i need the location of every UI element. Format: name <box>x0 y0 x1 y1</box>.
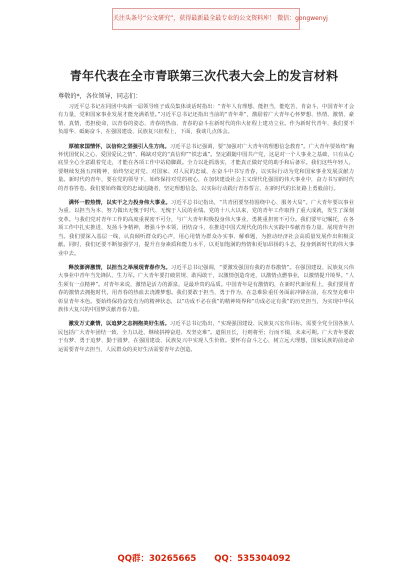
paragraph-lead: 厚植家国情怀，以信仰之坚强引人生方向。 <box>68 143 170 150</box>
paragraph-lead: 激发万丈豪情，以追梦之志拥抱美好生活。 <box>68 321 170 328</box>
footer-qq-group: QQ群：30265665 <box>117 554 197 564</box>
paragraph-lead: 满怀一腔热情，以实干之力投身伟大事业。 <box>68 200 171 207</box>
document-body <box>58 92 354 360</box>
paragraph-section-4 <box>58 320 354 354</box>
paragraph-section-2 <box>58 199 354 258</box>
page-title: 青年代表在全市青联第三次代表大会上的发言材料 <box>69 69 339 83</box>
salutation: 尊敬的*，各位领导，同志们： <box>58 93 142 100</box>
paragraph-text: 习近平总书记指出，“实现强国建设、民族复兴宏伟目标，需要全党全国各族人民包括广大青年团结一致、全力以赴，继续拼搏奋进、攻坚克难”。道阻且长，行则将至；行而不辍，未来可期。广大青年要敢于有梦、勇于追梦、勤于圆梦，在强国建设、民族复兴中实现人生价值。要怀有奋斗之心，树立远大理想，国家民族的前途命运需要青年去担当，人民群众的美好生活需要青年去创造。 <box>58 321 354 353</box>
paragraph-text: 习近平总书记在同团中央新一届领导班子成员集体谈话时指出：“青年人有理想、能担当，能吃苦，肯奋斗，中国青年才会有力量，党和国家事业发展才能充满希望。”习近平总书记还指出当前的“青年辈”，激励着广大青年心怀梦想、热情、激情、豪情、真情，勇担使命，以青春的姿态、青春的热血、青春的奋斗在新时代的伟大征程上建功立业。作为新时代青年，我们要不负韶华、砥砺奋斗，在强国建设、民族复兴征程上，下面，我谈几点体会。 <box>58 104 354 136</box>
header-banner: 关注头条号“公文研究”，获得最新最全最专业的公文资料库！ 微信：gongwenyj <box>112 8 300 30</box>
paragraph-section-3 <box>58 264 354 314</box>
paragraph-section-1 <box>58 143 354 193</box>
paragraph-text: 习近平总书记指出，“共青团要坚持围绕中心、服务大局”。广大青年要以事业为重、以担当为本，努力做出无愧于时代、无愧于人民的业绩。党的十八大以来，党的青年工作取得了重大成就，发生了深刻变革。与我们党对青年工作的高度重视密不可分，与广大青年积极投身伟大事业、勇挑重担密不可分。我们要牢记嘱托，在各项工作中扎实推进，发扬斗争精神，增强斗争本领，团结奋斗，在推进中国式现代化的伟大实践中奉献青春力量、展现青年担当。我们要深入基层一线，认真倾听群众的心声，用心用情为群众办实事、解难题，为推动经济社会高质量发展作出积极贡献。同时，我们还要不断加强学习，提升自身素质和能力水平，以更加饱满的热情和更加昂扬的斗志，投身到新时代的伟大事业中去。 <box>58 200 354 257</box>
footer-contact <box>0 552 408 564</box>
footer-qq-number: QQ：535304092 <box>214 554 291 564</box>
paragraph-text: 习近平总书记强调，要“加强对广大青年的理想信念教育”。广大青年要始终“胸怀忧国忧民之心、爱国爱民之情”，稀缺对党的“真信仰”“铁忠诚”。坚定跟随中国共产党，这是对一个人事业之基础，只有从心底里全心全意跟着党走，才能在各项工作中站稳脚跟。全力以赴抓落实，才能真正做好党的助手和后备军。我们这些年轻人，要继续发扬五四精神，始终坚定对党、对国家、对人民的忠诚，在奋斗中书写青春，以实际行动为党和国家事业发展贡献力量。新时代的青年，要在党的领导下，始终保持对党的初心，在加快建设社会主义现代化强国的伟大事业中，奋力书写新时代的青春答卷。我们要始终做党的忠诚追随者，坚定理想信念，以实际行动践行青春誓言，在新时代的长征路上勇毅前行。 <box>58 143 354 192</box>
paragraph-lead: 释放澎湃激情，以担当之举展现青春作为。 <box>68 264 171 271</box>
paragraph-text: 习近平总书记强调，“要激发强国有我的青春激情”。在强国建设、民族复兴伟大事业中青年当先锋队、生力军。广大青年要打破常规、敢闯敢干，以激情创造奇迹，以激情点燃事业，以激情提升境界。“人生须有一点精神”。对青年来说，激情是活力的源泉，是最珍贵的品质。中国青年是有激情的，在新时代新征程上，我们要用青春的激情去拥抱时代，用青春的热血去浇灌梦想。我们要敢于担当、勇于作为，在急难险重任务面前冲锋在前，在攻坚克难中彰显青年本色。要始终保持奋发有为的精神状态，以“功成不必在我”的精神境界和“功成必定有我”的历史担当，为实现中华民族伟大复兴的中国梦贡献青春力量。 <box>58 264 354 313</box>
paragraph-intro <box>58 103 354 137</box>
